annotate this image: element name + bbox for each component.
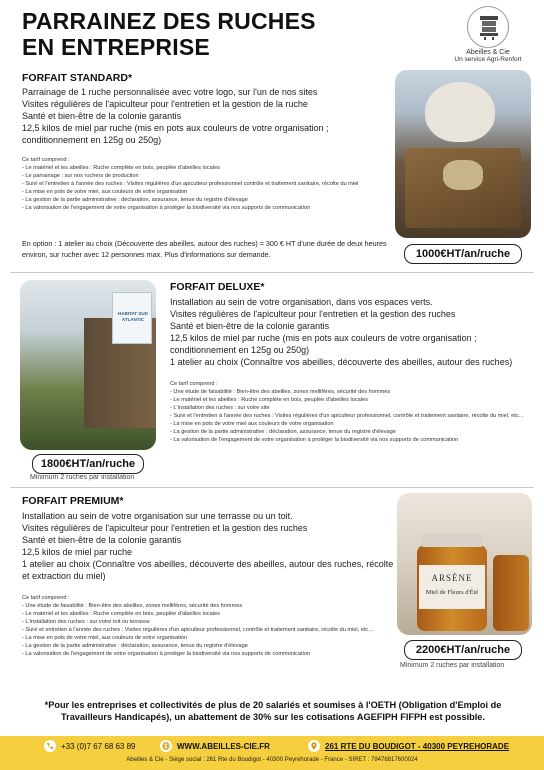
- tarif-item: - La mise en pots de votre miel, aux couleurs de votre organisation: [22, 189, 188, 195]
- jar-product: Miel de Fleurs d'Été: [425, 589, 479, 596]
- beekeeper-photo: [395, 70, 531, 238]
- standard-line: Parrainage de 1 ruche personnalisée avec votre logo, sur l'un de nos sites: [22, 87, 318, 97]
- tarif-title: Ce tarif comprend :: [22, 595, 70, 601]
- tarif-item: - L'installation des ruches : sur votre site: [170, 405, 270, 411]
- deluxe-description: [170, 296, 530, 368]
- tarif-item: - La gestion de la partie administrative : déclaration, assurance, tenue du registre d'élevage: [22, 197, 248, 203]
- tarif-title: Ce tarif comprend :: [22, 157, 70, 163]
- location-pin-icon: [308, 740, 320, 752]
- tarif-item: - La mise en pots de votre miel aux couleurs de votre organisation: [170, 421, 334, 427]
- photo-sign-text: HABITAT SUD ATLANTIC: [118, 311, 148, 322]
- tarif-item: - La gestion de la partie administrative : déclaration, assurance, tenue du registre d'élevage: [22, 643, 248, 649]
- tarif-item: - La valorisation de l'engagement de votre organisation à protéger la biodiversité via nos supports de communication: [170, 437, 459, 443]
- section-divider: [10, 487, 534, 488]
- premium-tarif-list: [22, 594, 392, 658]
- tarif-item: - Le matériel et les abeilles : Ruche complète en bois, peuplée d'abeilles locales: [22, 611, 220, 617]
- premium-line: Santé et bien-être de la colonie garantis: [22, 535, 182, 545]
- oeth-notice: *Pour les entreprises et collectivités de plus de 20 salariés et soumises à l'OETH (Obligation d'Emploi de Travailleurs Handicapés), un abattement de 30% sur les cotisations AGEFIPH FIFPH est possible.: [44, 700, 502, 722]
- deluxe-tarif-list: [170, 380, 530, 444]
- deluxe-line: Santé et bien-être de la colonie garantis: [170, 321, 330, 331]
- tarif-item: - Une étude de faisabilité : Bien-être des abeilles, zones mellifères, sécurité des hommes: [170, 389, 391, 395]
- footer-legal: Abeilles & Cie - Siège social : 261 Rte du Boudigot - 40300 Peyrehorade - France - SIRET : 79476817600024: [126, 757, 418, 763]
- premium-minimum: Minimum 2 ruches par installation: [400, 662, 505, 669]
- premium-description: [22, 510, 394, 582]
- tarif-item: - Le matériel et les abeilles : Ruche complète en bois, peuplée d'abeilles locales: [170, 397, 368, 403]
- standard-line: 12,5 kilos de miel par ruche (mis en pots aux couleurs de votre organisation ;: [22, 123, 329, 133]
- standard-line: Visites régulières de l'apiculteur pour l'entretien et la gestion de la ruche: [22, 99, 308, 109]
- deluxe-price-badge: 1800€HT/an/ruche: [32, 454, 144, 474]
- jar-brand: ARSÈNE: [431, 573, 473, 583]
- standard-price-badge: 1000€HT/an/ruche: [404, 244, 522, 264]
- premium-price-badge: 2200€HT/an/ruche: [404, 640, 522, 660]
- phone-icon: [44, 740, 56, 752]
- tarif-item: - La valorisation de l'engagement de votre organisation à protéger la biodiversité via nos supports de communication: [22, 651, 311, 657]
- tarif-item: - La gestion de la partie administrative : déclaration, assurance, tenue du registre d'élevage: [170, 429, 396, 435]
- tarif-item: - Le matériel et les abeilles : Ruche complète en bois, peuplée d'abeilles locales: [22, 165, 220, 171]
- page-title: [22, 8, 316, 60]
- tarif-item: - Une étude de faisabilité : Bien-être des abeilles, zones mellifères, sécurité des hommes: [22, 603, 243, 609]
- title-line-2: EN ENTREPRISE: [22, 34, 210, 60]
- tarif-item: - La mise en pots de votre miel, aux couleurs de votre organisation: [22, 635, 188, 641]
- premium-title: FORFAIT PREMIUM*: [22, 495, 124, 507]
- hive-site-photo: [20, 280, 156, 450]
- premium-line: 1 atelier au choix (Connaître vos abeilles, découverte des abeilles, autour des ruches, récolte et extraction du miel): [22, 559, 394, 581]
- premium-line: 12,5 kilos de miel par ruche: [22, 547, 133, 557]
- section-divider: [10, 272, 534, 273]
- honey-jar-photo: [397, 493, 532, 635]
- tarif-title: Ce tarif comprend :: [170, 381, 218, 387]
- globe-icon: [160, 740, 172, 752]
- tarif-item: - La valorisation de l'engagement de votre organisation à protéger la biodiversité via nos supports de communication: [22, 205, 311, 211]
- footer-address[interactable]: [308, 740, 509, 752]
- tarif-item: - Le parrainage : sur nos ruchers de production: [22, 173, 139, 179]
- website-link: WWW.ABEILLES-CIE.FR: [177, 741, 270, 751]
- standard-line: conditionnement en 125g ou 250g): [22, 135, 162, 145]
- footer-phone[interactable]: [44, 740, 136, 752]
- footer-bar: [0, 736, 544, 770]
- standard-description: [22, 86, 392, 146]
- deluxe-line: Installation au sein de votre organisation, dans vos espaces verts.: [170, 297, 433, 307]
- tarif-item: - L'installation des ruches : sur votre toit ou terrasse: [22, 619, 150, 625]
- logo-name: Abeilles & Cie: [466, 49, 510, 56]
- brand-logo: [448, 6, 528, 68]
- footer-website[interactable]: [160, 740, 270, 752]
- deluxe-line: 1 atelier au choix (Connaître vos abeilles, découverte des abeilles, autour des ruches): [170, 357, 513, 367]
- deluxe-minimum: Minimum 2 ruches par installation: [30, 474, 135, 481]
- tarif-item: - Suivi et entretien à l'année des ruches : Visites régulières d'un apiculteur professionnel, contrôle et traitement sanitaire, récolte du miel, etc…: [22, 627, 374, 633]
- standard-tarif-list: [22, 156, 392, 212]
- beehive-icon: [474, 12, 504, 42]
- standard-title: FORFAIT STANDARD*: [22, 72, 133, 84]
- deluxe-line: 12,5 kilos de miel par ruche (mis en pots aux couleurs de votre organisation ; conditionnement en 125g ou 250g): [170, 333, 477, 355]
- logo-tagline: Un service Agri-Renfort: [454, 56, 522, 63]
- tarif-item: - Suivi et l'entretien à l'année des ruches : Visites régulières d'un apiculteur professionnel contrôle et traitement sanitaire, récolte du miel: [22, 181, 359, 187]
- address-link: 261 RTE DU BOUDIGOT - 40300 PEYREHORADE: [325, 741, 510, 751]
- premium-line: Visites régulières de l'apiculteur pour l'entretien et la gestion des ruches: [22, 523, 308, 533]
- tarif-item: - Suivi et l'entretien à l'année des ruches : Visites régulières d'un apiculteur professionnel, contrôle et traitement sanitaire, récolte du miel, etc…: [170, 413, 525, 419]
- deluxe-line: Visites régulières de l'apiculteur pour l'entretien et la gestion des ruches: [170, 309, 456, 319]
- standard-option: En option : 1 atelier au choix (Découverte des abeilles, autour des ruches) = 300 € HT d'une durée de deux heures environ, sur rucher avec 12 personnes max. Plus d'informations sur demande.: [22, 239, 387, 259]
- title-line-1: PARRAINEZ DES RUCHES: [22, 8, 316, 34]
- phone-number: +33 (0)7 67 68 63 89: [61, 741, 136, 751]
- standard-line: Santé et bien-être de la colonie garantis: [22, 111, 182, 121]
- premium-line: Installation au sein de votre organisation sur une terrasse ou un toit.: [22, 511, 293, 521]
- deluxe-title: FORFAIT DELUXE*: [170, 281, 265, 293]
- logo-emblem: [467, 6, 509, 48]
